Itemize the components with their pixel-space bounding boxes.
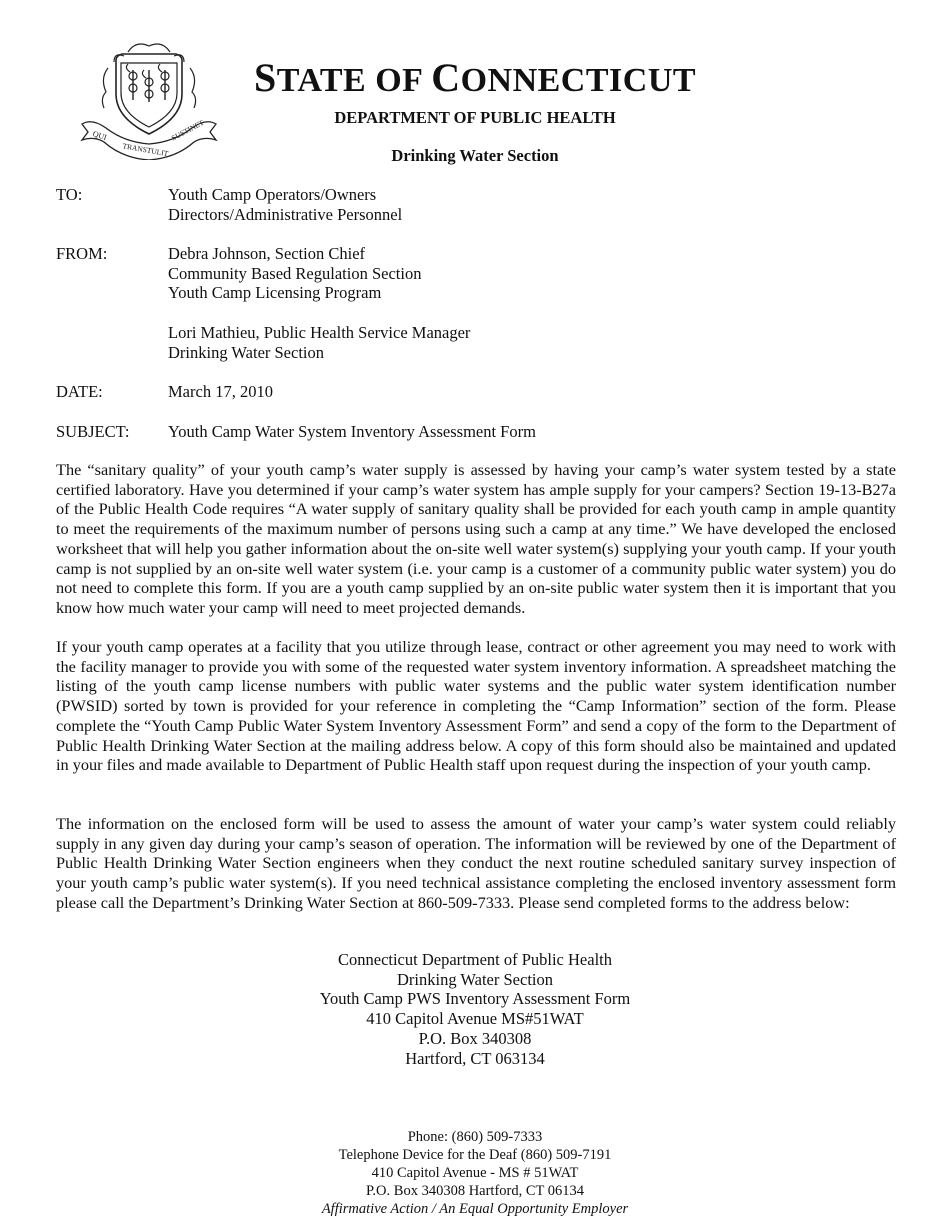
- address-line: Drinking Water Section: [396, 969, 553, 989]
- subject-value: Youth Camp Water System Inventory Assessment Form: [168, 422, 536, 441]
- seal-motto-left: QUI: [91, 129, 108, 143]
- to-line: Youth Camp Operators/Owners: [168, 185, 377, 204]
- address-line: Connecticut Department of Public Health: [337, 950, 612, 969]
- body-paragraph-2: If your youth camp operates at a facility that you utilize through lease, contract or other agreement you may need to work with the facility manager to provide you with some of the requested water system inventory information. A spreadsheet matching the listing of the youth camp license numbers with public water systems and the public water system identification number (PWSID) sorted by town is provided for your reference in completing the “Camp Information” section of the form. Please complete the “Youth Camp Public Water System Inventory Assessment Form” and send a copy of the form to the Department of Public Health Drinking Water Section at the mailing address below. A copy of this form should also be maintained and updated in your files and made available to Department of Public Health staff upon request during the inspection of your youth camp.: [56, 637, 896, 775]
- footer-tdd: Telephone Device for the Deaf (860) 509-7191: [338, 1147, 612, 1163]
- to-label: TO:: [56, 185, 83, 204]
- address-line: 410 Capitol Avenue MS#51WAT: [366, 1009, 584, 1029]
- connecticut-state-seal-icon: [78, 38, 220, 160]
- address-line: Youth Camp PWS Inventory Assessment Form: [319, 989, 631, 1009]
- from-line: Lori Mathieu, Public Health Service Manager: [168, 323, 471, 342]
- from-line: Youth Camp Licensing Program: [168, 283, 382, 303]
- address-line: Hartford, CT 063134: [405, 1048, 545, 1068]
- seal-motto-right: SUSTINET: [169, 117, 206, 143]
- from-line: Debra Johnson, Section Chief: [168, 244, 366, 263]
- address-line: P.O. Box 340308: [418, 1028, 532, 1048]
- mailing-address: [200, 950, 750, 1068]
- footer-pobox: P.O. Box 340308 Hartford, CT 06134: [365, 1183, 585, 1199]
- footer-eeo: Affirmative Action / An Equal Opportunity Employer: [321, 1201, 629, 1217]
- subject-label: SUBJECT:: [56, 422, 130, 441]
- to-line: Directors/Administrative Personnel: [168, 204, 403, 224]
- from-label: FROM:: [56, 244, 108, 263]
- date-value: March 17, 2010: [168, 382, 273, 401]
- seal-motto-center: TRANSTULIT: [121, 141, 170, 159]
- date-label: DATE:: [56, 382, 103, 401]
- body-paragraph-1: The “sanitary quality” of your youth camp’s water supply is assessed by having your camp’s water system tested by a state certified laboratory. Have you determined if your camp’s water system has ample supply for your campers? Section 19-13-B27a of the Public Health Code requires “A water supply of sanitary quality shall be provided for each youth camp in ample quantity to meet the requirements of the maximum number of persons using such a camp at any time.” We have developed the enclosed worksheet that will help you gather information about the on-site well water system(s) supplying your youth camp. If your youth camp is not supplied by an on-site well water system (i.e. your camp is a customer of a community public water system) you do not need to complete this form. If you are a youth camp supplied by an on-site public water system then it is important that you know how much water your camp will need to meet projected demands.: [56, 460, 896, 617]
- letterhead-footer: [200, 1128, 750, 1218]
- body-paragraph-3: The information on the enclosed form will be used to assess the amount of water your camp’s water system could reliably supply in any given day during your camp’s season of operation. The information will be reviewed by one of the Department of Public Health Drinking Water Section engineers when they conduct the next routine scheduled sanitary survey inspection of your youth camp’s public water system(s). If you need technical assistance completing the enclosed inventory assessment form please call the Department’s Drinking Water Section at 860-509-7333. Please send completed forms to the address below:: [56, 814, 896, 912]
- state-title: STATE OF CONNECTICUT: [253, 55, 697, 100]
- from-line: Community Based Regulation Section: [168, 263, 422, 283]
- department-name: DEPARTMENT OF PUBLIC HEALTH: [334, 108, 616, 127]
- from-line: Drinking Water Section: [168, 342, 325, 362]
- section-name: Drinking Water Section: [391, 146, 559, 165]
- footer-street: 410 Capitol Avenue - MS # 51WAT: [371, 1165, 579, 1181]
- footer-phone: Phone: (860) 509-7333: [407, 1129, 543, 1145]
